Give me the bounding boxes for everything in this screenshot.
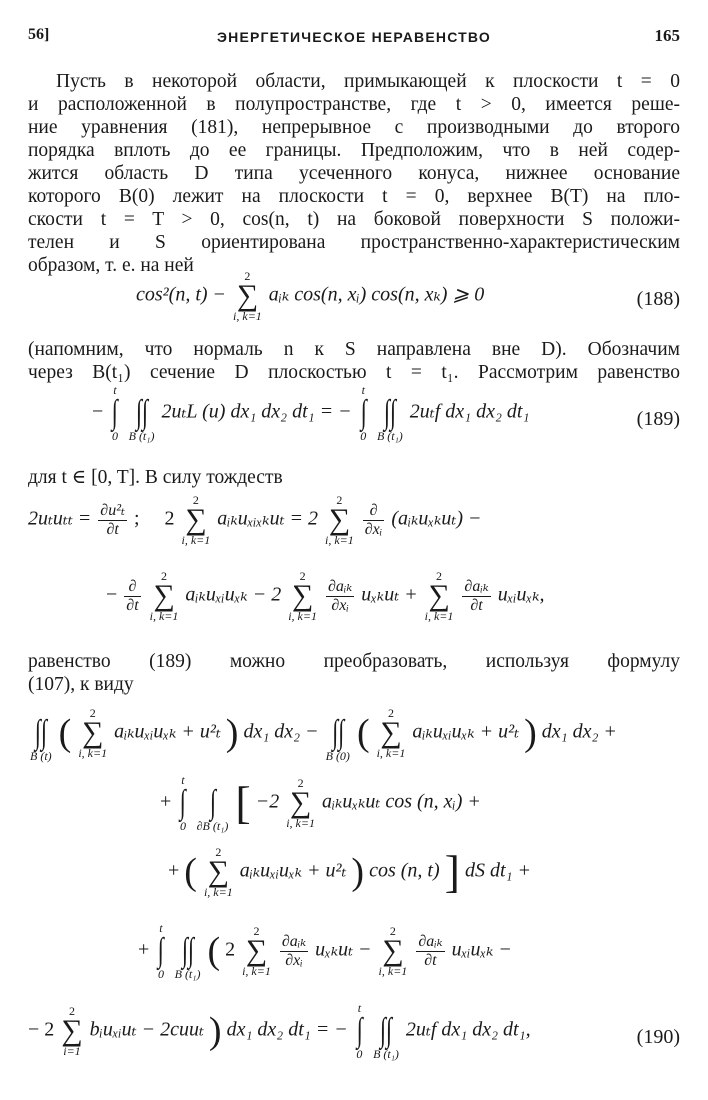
eq-text: 2 <box>164 507 175 530</box>
double-integral-symbol: ∫∫ B (t₁) <box>373 1012 399 1061</box>
eq-text: aᵢₖuₓₖuₜ cos (n, xᵢ) + <box>321 790 481 813</box>
integral-symbol: t ∫ 0 <box>360 383 367 443</box>
fraction: $\frac{\partial}{\text{∂xᵢ}}$ <box>364 501 383 538</box>
paren: ) <box>524 712 537 754</box>
eq-text: 2uₜuₜₜ = <box>28 507 92 530</box>
identity-line-1 <box>28 494 680 564</box>
double-integral-symbol: ∫∫ B (t₁) <box>376 394 403 443</box>
sum-symbol: 2 ∑ i, k=1 <box>203 845 233 899</box>
eq-text: uₓₖuₜ − <box>315 938 372 961</box>
sum-symbol: 2 ∑ i, k=1 <box>376 706 406 760</box>
page-number: 165 <box>654 26 680 45</box>
sum-symbol: 2 ∑ i, k=1 <box>181 493 211 547</box>
paragraph-notation <box>28 338 680 384</box>
eq-text: cos (n, t) <box>369 859 440 882</box>
text-line: через B(t₁) сечение D плоскостью t = t₁. Рассмотрим равенство <box>28 362 680 383</box>
text-line: равенство (189) можно преобразовать, используя формулу <box>28 651 680 672</box>
identity-line-2 <box>28 570 680 640</box>
double-integral-symbol: ∫∫ B (t) <box>30 714 52 763</box>
eq-text: aᵢₖuₓᵢuₓₖ + u²ₜ <box>239 859 347 882</box>
eq-text: dS dt₁ + <box>464 859 531 882</box>
equation-number: (188) <box>636 288 680 310</box>
equation-190-line-3 <box>28 846 680 918</box>
text-line: Пусть в некоторой области, примыкающей к плоскости t = 0 <box>56 71 680 92</box>
eq-text: dx₁ dx₂ − <box>243 720 319 743</box>
paren: ) <box>208 1010 222 1052</box>
text-line: скости t = T > 0, cos(n, t) на боковой поверхности S положи- <box>28 209 680 230</box>
eq-text: 2uₜf dx₁ dx₂ dt₁, <box>405 1018 531 1041</box>
section-number: 56] <box>28 26 50 43</box>
sum-symbol: 2 ∑ i, k=1 <box>286 776 315 830</box>
surface-integral-symbol: ∫ ∂B (t₁) <box>196 784 229 833</box>
paren: ) <box>225 712 239 754</box>
equation-189 <box>28 384 680 458</box>
eq-text: dx₁ dx₂ + <box>541 720 617 743</box>
fraction: $\frac{\text{∂aᵢₖ}}{\text{∂xᵢ}}$ <box>327 577 353 614</box>
eq-text: 2uₜf dx₁ dx₂ dt₁ <box>409 400 530 423</box>
text-line: жится область D типа усеченного конуса, нижнее основание <box>28 163 680 184</box>
text-line: (107), к виду <box>28 674 134 695</box>
equation-number: (190) <box>636 1026 680 1048</box>
text-line: образом, т. е. на ней <box>28 255 194 276</box>
bracket: ] <box>444 846 460 897</box>
integral-symbol: t ∫ 0 <box>179 773 186 833</box>
equation-190-line-2 <box>28 774 680 846</box>
text-line: (напомним, что нормаль n к S направлена вне D). Обозначим <box>28 339 680 360</box>
paren: ( <box>356 712 370 754</box>
fraction: $\frac{\text{∂aᵢₖ}}{\partial t}$ <box>464 577 489 614</box>
eq-text: aᵢₖuₓᵢuₓₖ − 2 <box>185 583 282 606</box>
eq-text: −2 <box>255 790 280 813</box>
text-line: порядка вплоть до ее границы. Предположим, что в ней содер- <box>28 140 680 161</box>
paragraph-intro <box>28 70 680 277</box>
eq-text: cos²(n, t) − <box>136 283 232 306</box>
eq-text: uₓᵢuₓₖ, <box>497 583 545 606</box>
eq-text: aᵢₖ cos(n, xᵢ) cos(n, xₖ) ⩾ 0 <box>268 283 485 306</box>
text-line: телен и S ориентирована пространственно-характеристическим <box>28 232 680 253</box>
eq-text: dx₁ dx₂ dt₁ = − <box>226 1018 348 1041</box>
paren: ( <box>207 930 221 972</box>
eq-text: − <box>106 583 118 606</box>
integral-symbol: t ∫ 0 <box>157 921 164 981</box>
double-integral-symbol: ∫∫ B (t₁) <box>174 932 201 981</box>
fraction: $\frac{\text{∂aᵢₖ}}{\text{∂xᵢ}}$ <box>281 932 307 969</box>
eq-text: (aᵢₖuₓₖuₜ) − <box>391 507 482 530</box>
equation-190-line-4 <box>28 922 680 998</box>
paragraph-transform <box>28 650 680 696</box>
eq-text: uₓₖuₜ + <box>361 583 418 606</box>
eq-text: ; <box>133 507 140 530</box>
eq-text: − <box>92 400 104 423</box>
equation-number: (189) <box>636 408 680 430</box>
sum-symbol: 2 ∑ i, k=1 <box>233 269 262 323</box>
text-line: для t ∈ [0, T]. В силу тождеств <box>28 467 283 488</box>
double-integral-symbol: ∫∫ B (t₁) <box>128 394 155 443</box>
equation-190-line-1 <box>28 704 680 776</box>
equation-188 <box>28 270 680 330</box>
double-integral-symbol: ∫∫ B (0) <box>325 714 350 763</box>
eq-text: − 2 <box>28 1018 55 1041</box>
eq-text: 2 <box>225 938 236 961</box>
eq-text: + <box>138 938 150 961</box>
text-line: и расположенной в полупространстве, где t > 0, имеется реше- <box>28 94 680 115</box>
eq-text: bᵢuₓᵢuₜ − 2cuuₜ <box>89 1018 204 1041</box>
running-title: ЭНЕРГЕТИЧЕСКОЕ НЕРАВЕНСТВО <box>217 29 491 45</box>
eq-text: aᵢₖuₓᵢuₓₖ + u²ₜ <box>114 720 221 743</box>
sum-symbol: 2 ∑ i, k=1 <box>242 924 271 978</box>
sum-symbol: 2 ∑ i, k=1 <box>378 924 408 978</box>
eq-text: aᵢₖuₓᵢₓₖuₜ = 2 <box>217 507 318 530</box>
eq-text: aᵢₖuₓᵢuₓₖ + u²ₜ <box>412 720 520 743</box>
sum-symbol: 2 ∑ i, k=1 <box>325 493 354 547</box>
eq-text: + <box>168 859 180 882</box>
sum-symbol: 2 ∑ i=1 <box>61 1004 83 1058</box>
text-line: которого B(0) лежит на плоскости t = 0, верхнее B(T) на пло- <box>28 186 680 207</box>
fraction: $\frac{\text{∂aᵢₖ}}{\partial t}$ <box>418 932 443 969</box>
fraction: $\frac{\text{∂u²ₜ}}{\partial t}$ <box>100 501 125 538</box>
sum-symbol: 2 ∑ i, k=1 <box>78 706 108 760</box>
paren: ( <box>184 851 197 893</box>
eq-text: + <box>160 790 172 813</box>
bracket: [ <box>235 777 251 828</box>
equation-190-line-5 <box>28 1002 680 1082</box>
eq-text: 2uₜL (u) dx₁ dx₂ dt₁ = − <box>161 400 352 423</box>
paren: ( <box>58 712 72 754</box>
sum-symbol: 2 ∑ i, k=1 <box>149 569 179 623</box>
paragraph-identities-intro <box>28 466 680 489</box>
text-line: ние уравнения (181), непрерывное с производными до второго <box>28 117 680 138</box>
eq-text: uₓᵢuₓₖ − <box>451 938 512 961</box>
integral-symbol: t ∫ 0 <box>111 383 118 443</box>
paren: ) <box>351 851 365 893</box>
fraction: $\frac{\partial}{\partial t}$ <box>126 577 139 614</box>
integral-symbol: t ∫ 0 <box>356 1001 363 1061</box>
sum-symbol: 2 ∑ i, k=1 <box>288 569 317 623</box>
sum-symbol: 2 ∑ i, k=1 <box>424 569 454 623</box>
